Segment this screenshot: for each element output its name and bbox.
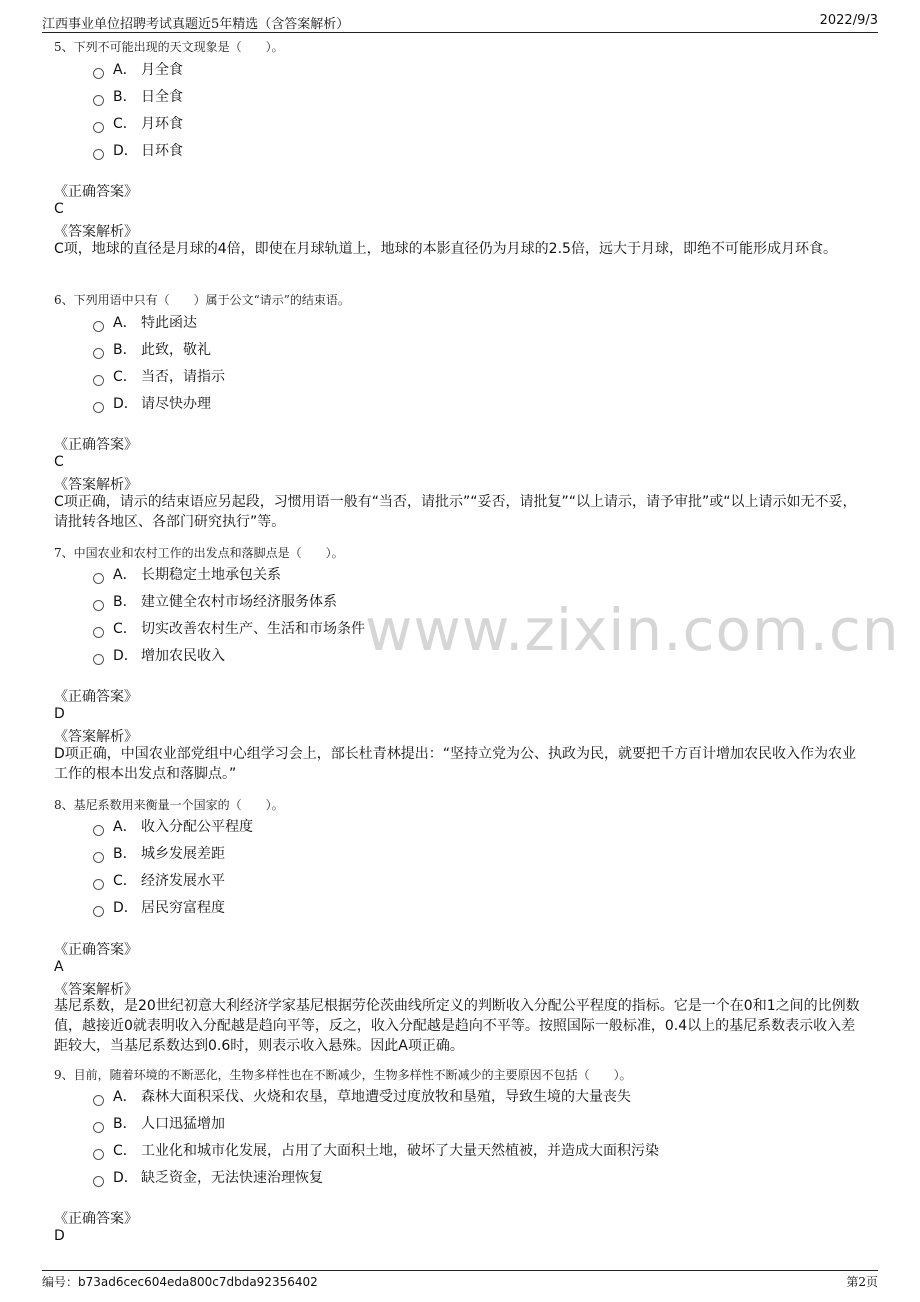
page-number: 第2页 (846, 1275, 878, 1289)
explanation-label: 《答案解析》 (54, 729, 138, 745)
document-code: 编号：b73ad6cec604eda800c7dbda92356402 (42, 1275, 318, 1289)
correct-answer: D (54, 1228, 65, 1244)
radio-button[interactable] (93, 1149, 104, 1160)
radio-button[interactable] (93, 375, 104, 386)
explanation-text: 基尼系数，是20世纪初意大利经济学家基尼根据劳伦茨曲线所定义的判断收入分配公平程度的指标。它是一个在0和1之间的比例数值，越接近0就表明收入分配越是趋向平等，反之，收入分配越是趋向不平等。按照国际一般标准，0.4以上的基尼系数表示收入差距较大，当基尼系数达到0.6时，则表示收入悬殊。因此A项正确。 (54, 998, 860, 1054)
option-d[interactable]: D． 请尽快办理 (93, 393, 211, 413)
option-a[interactable]: A． 月全食 (93, 59, 183, 79)
explanation-text: D项正确，中国农业部党组中心组学习会上，部长杜青林提出：“坚持立党为公、执政为民，就要把千方百计增加农民收入作为农业工作的根本出发点和落脚点。” (54, 746, 857, 782)
radio-button[interactable] (93, 654, 104, 665)
radio-button[interactable] (93, 1122, 104, 1133)
option-b[interactable]: B． 人口迅猛增加 (93, 1113, 225, 1133)
question-stem: 9、目前，随着环境的不断恶化，生物多样性也在不断减少，生物多样性不断减少的主要原因不包括（ ）。 (54, 1068, 632, 1082)
radio-button[interactable] (93, 600, 104, 611)
option-a[interactable]: A． 特此函达 (93, 312, 197, 332)
correct-answer: A (54, 959, 64, 975)
option-b[interactable]: B． 此致，敬礼 (93, 339, 211, 359)
radio-button[interactable] (93, 825, 104, 836)
option-c[interactable]: C． 切实改善农村生产、生活和市场条件 (93, 618, 365, 638)
page-footer (42, 1270, 878, 1293)
option-d[interactable]: D． 增加农民收入 (93, 645, 225, 665)
explanation-label: 《答案解析》 (54, 982, 138, 998)
explanation-label: 《答案解析》 (54, 224, 138, 240)
explanation-text: C项正确，请示的结束语应另起段，习惯用语一般有“当否，请批示”“妥否，请批复”“以上请示，请予审批”或“以上请示如无不妥，请批转各地区、各部门研究执行”等。 (54, 494, 857, 530)
answer-label: 《正确答案》 (54, 1211, 138, 1227)
question-stem: 7、中国农业和农村工作的出发点和落脚点是（ ）。 (54, 546, 344, 560)
radio-button[interactable] (93, 348, 104, 359)
radio-button[interactable] (93, 1095, 104, 1106)
option-b[interactable]: B． 建立健全农村市场经济服务体系 (93, 591, 337, 611)
radio-button[interactable] (93, 573, 104, 584)
option-d[interactable]: D． 居民穷富程度 (93, 897, 225, 917)
radio-button[interactable] (93, 879, 104, 890)
answer-label: 《正确答案》 (54, 184, 138, 200)
question-stem: 6、下列用语中只有（ ）属于公文“请示”的结束语。 (54, 293, 350, 307)
explanation-label: 《答案解析》 (54, 477, 138, 493)
answer-label: 《正确答案》 (54, 689, 138, 705)
radio-button[interactable] (93, 95, 104, 106)
option-d[interactable]: D． 日环食 (93, 140, 183, 160)
radio-button[interactable] (93, 627, 104, 638)
option-a[interactable]: A． 长期稳定土地承包关系 (93, 564, 281, 584)
option-c[interactable]: C． 当否，请指示 (93, 366, 225, 386)
option-c[interactable]: C． 工业化和城市化发展，占用了大面积土地，破坏了大量天然植被，并造成大面积污染 (93, 1140, 659, 1160)
radio-button[interactable] (93, 1176, 104, 1187)
option-d[interactable]: D． 缺乏资金，无法快速治理恢复 (93, 1167, 323, 1187)
correct-answer: C (54, 454, 64, 470)
watermark: www.zixin.com.cn (365, 596, 900, 664)
correct-answer: C (54, 201, 64, 217)
correct-answer: D (54, 706, 65, 722)
explanation-text: C项，地球的直径是月球的4倍，即使在月球轨道上，地球的本影直径仍为月球的2.5倍，远大于月球，即绝不可能形成月环食。 (54, 241, 837, 257)
option-c[interactable]: C． 月环食 (93, 113, 183, 133)
option-a[interactable]: A． 收入分配公平程度 (93, 816, 253, 836)
radio-button[interactable] (93, 122, 104, 133)
option-a[interactable]: A． 森林大面积采伐、火烧和农垦，草地遭受过度放牧和垦殖，导致生境的大量丧失 (93, 1086, 631, 1106)
radio-button[interactable] (93, 906, 104, 917)
page-header (42, 12, 878, 33)
radio-button[interactable] (93, 149, 104, 160)
document-title: 江西事业单位招聘考试真题近5年精选（含答案解析） (42, 17, 350, 32)
radio-button[interactable] (93, 402, 104, 413)
option-b[interactable]: B． 城乡发展差距 (93, 843, 225, 863)
radio-button[interactable] (93, 852, 104, 863)
document-date: 2022/9/3 (819, 13, 878, 28)
question-stem: 8、基尼系数用来衡量一个国家的（ ）。 (54, 798, 284, 812)
question-stem: 5、下列不可能出现的天文现象是（ ）。 (54, 40, 284, 54)
option-b[interactable]: B． 日全食 (93, 86, 183, 106)
option-c[interactable]: C． 经济发展水平 (93, 870, 225, 890)
answer-label: 《正确答案》 (54, 942, 138, 958)
answer-label: 《正确答案》 (54, 437, 138, 453)
radio-button[interactable] (93, 68, 104, 79)
radio-button[interactable] (93, 321, 104, 332)
